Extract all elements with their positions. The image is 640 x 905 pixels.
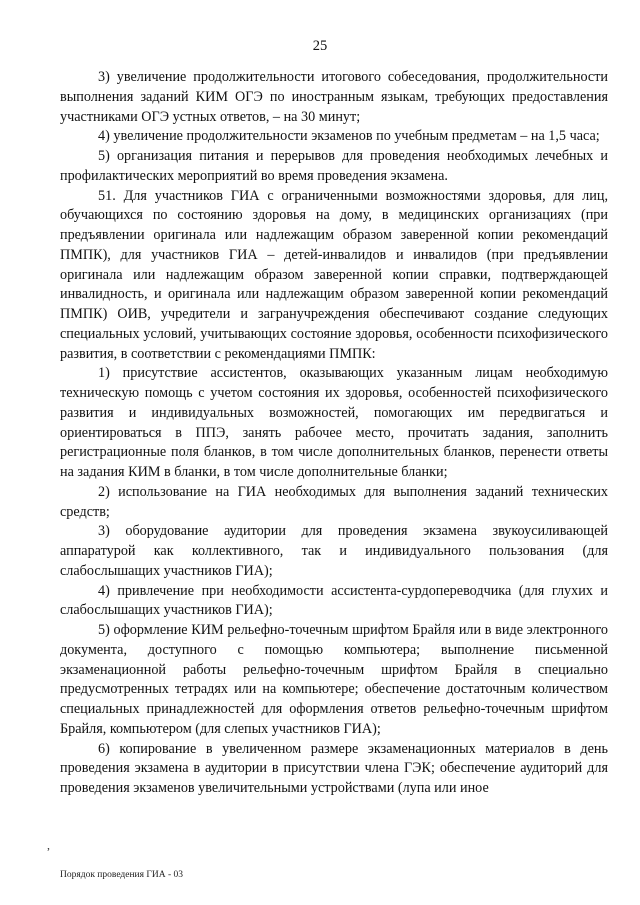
paragraph: 6) копирование в увеличенном размере экзаменационных материалов в день проведения экзамена в аудитории в присутствии члена ГЭК; обеспечение аудиторий для проведения экзаменов увеличительными устройствами (лупа или иное (60, 740, 608, 796)
paragraph: 4) привлечение при необходимости ассистента-сурдопереводчика (для глухих и слабослышащих участников ГИА); (60, 582, 608, 619)
paragraph: 3) оборудование аудитории для проведения экзамена звукоусиливающей аппаратурой как коллективного, так и индивидуального пользования (для слабослышащих участников ГИА); (60, 523, 608, 579)
paragraph: 51. Для участников ГИА с ограниченными возможностями здоровья, для лиц, обучающихся по состоянию здоровья на дому, в медицинских организациях (при предъявлении оригинала или надлежащим образом заверенной копии рекомендаций ПМПК), для участников ГИА – детей-инвалидов и инвалидов (при предъявлении оригинала или надлежащим образом заверенной копии справки, подтверждающей инвалидность, и оригинала или надлежащим образом заверенной копии рекомендаций ПМПК) ОИВ, учредители и загранучреждения обеспечивают создание следующих специальных условий, учитывающих состояние здоровья, особенности психофизического развития, в соответствии с рекомендациями ПМПК: (60, 187, 608, 362)
page-number: 25 (312, 38, 328, 54)
document-body (60, 68, 608, 799)
paragraph: 4) увеличение продолжительности экзаменов по учебным предметам – на 1,5 часа; (98, 128, 600, 145)
page-footer: Порядок проведения ГИА - 03 (60, 870, 183, 880)
paragraph: 5) организация питания и перерывов для проведения необходимых лечебных и профилактических мероприятий во время проведения экзамена. (60, 148, 608, 184)
scan-mark: , (47, 838, 50, 852)
paragraph: 1) присутствие ассистентов, оказывающих указанным лицам необходимую техническую помощь с учетом состояния их здоровья, особенностей психофизического развития и индивидуальных возможностей, помогающих им передвигаться и ориентироваться в ППЭ, занять рабочее место, прочитать задания, заполнить регистрационные поля бланков, в том числе дополнительных бланков, перенести ответы на задания КИМ в бланки, в том числе дополнительные бланки; (60, 365, 608, 480)
paragraph: 5) оформление КИМ рельефно-точечным шрифтом Брайля или в виде электронного документа, доступного с помощью компьютера; выполнение письменной экзаменационной работы рельефно-точечным шрифтом Брайля в специально предусмотренных тетрадях или на компьютере; обеспечение достаточным количеством специальных принадлежностей для оформления ответов рельефно-точечным шрифтом Брайля, компьютером (для слепых участников ГИА); (60, 622, 608, 737)
paragraph: 3) увеличение продолжительности итогового собеседования, продолжительности выполнения заданий КИМ ОГЭ по иностранным языкам, требующих предоставления участниками ОГЭ устных ответов, – на 30 минут; (60, 69, 608, 125)
paragraph: 2) использование на ГИА необходимых для выполнения заданий технических средств; (60, 483, 608, 520)
